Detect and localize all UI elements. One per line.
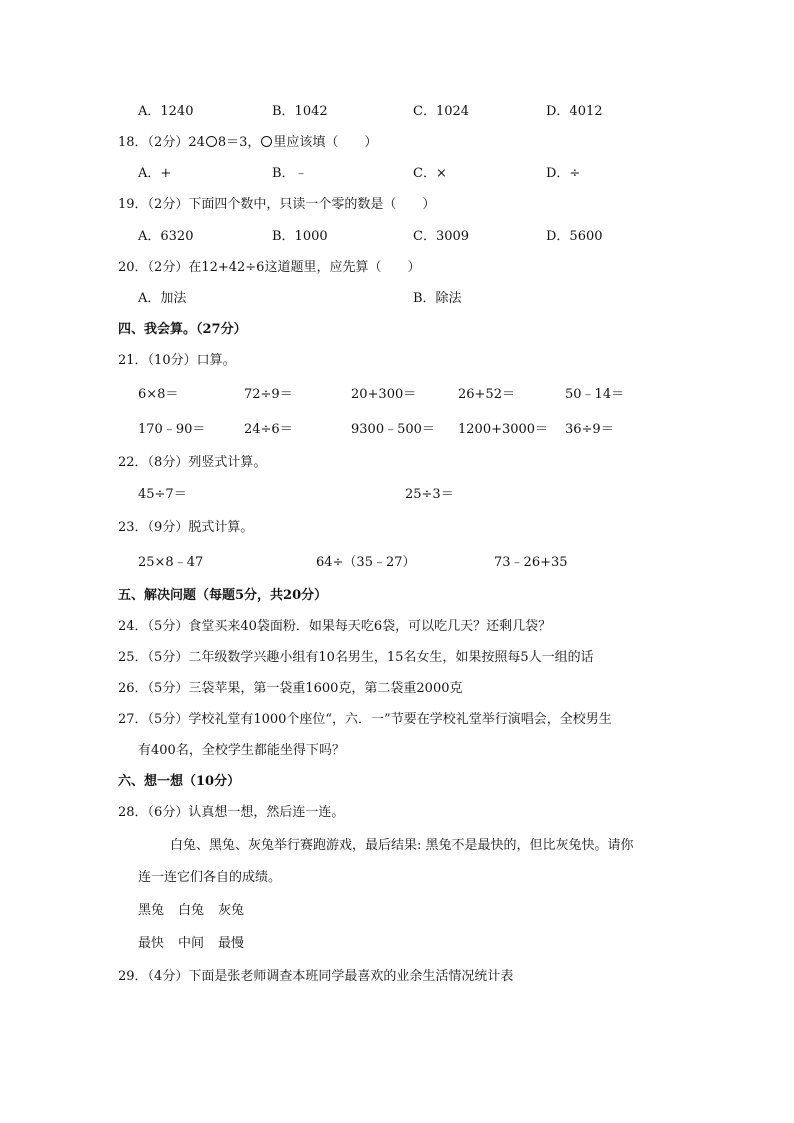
q21-item: 50﹣14＝ bbox=[565, 387, 625, 402]
q22-question: 22．（8分）列竖式计算。 bbox=[118, 455, 267, 470]
q19-option-b: B．1000 bbox=[272, 229, 328, 244]
q18-question bbox=[118, 133, 377, 153]
rank-label: 最快 bbox=[138, 936, 165, 951]
q26-question: 26．（5分）三袋苹果，第一袋重1600克，第二袋重2000克 bbox=[118, 681, 463, 696]
q20-question: 20．（2分）在12+42÷6这道题里，应先算（ ） bbox=[118, 260, 421, 275]
q23-item: 25×8﹣47 bbox=[138, 555, 204, 570]
q28-paragraph-line-2: 连一连它们各自的成绩。 bbox=[138, 870, 282, 885]
circle-blank-icon bbox=[261, 136, 272, 147]
q21-item: 24÷6＝ bbox=[244, 422, 293, 437]
q22-item: 45÷7＝ bbox=[138, 487, 187, 502]
q17-option-b: B．1042 bbox=[272, 104, 328, 119]
rabbit-label: 白兔 bbox=[178, 903, 205, 918]
q28-paragraph-line-1: 白兔、黑兔、灰兔举行赛跑游戏，最后结果: 黑兔不是最快的，但比灰兔快。请你 bbox=[170, 838, 634, 853]
q21-item: 6×8＝ bbox=[138, 387, 179, 402]
q29-question: 29．（4分）下面是张老师调查本班同学最喜欢的业余生活情况统计表 bbox=[118, 969, 514, 984]
q17-option-c: C．1024 bbox=[413, 104, 470, 119]
q24-question: 24．（5分）食堂买来40袋面粉．如果每天吃6袋，可以吃几天？还剩几袋？ bbox=[118, 619, 552, 634]
q23-question: 23．（9分）脱式计算。 bbox=[118, 520, 254, 535]
rank-label: 最慢 bbox=[218, 936, 245, 951]
q21-item: 72÷9＝ bbox=[244, 387, 293, 402]
q20-option-b: B．除法 bbox=[413, 291, 462, 306]
q21-item: 1200+3000＝ bbox=[458, 422, 549, 437]
q21-item: 170﹣90＝ bbox=[138, 422, 206, 437]
q19-option-d: D．5600 bbox=[546, 229, 603, 244]
q18-mid: 8＝3， bbox=[217, 135, 261, 150]
q18-suffix: 里应该填（ ） bbox=[273, 135, 378, 150]
q27-question-line-2: 有400名，全校学生都能坐得下吗？ bbox=[138, 743, 345, 758]
q18-option-b: B．﹣ bbox=[272, 166, 308, 181]
q28-question: 28．（6分）认真想一想，然后连一连。 bbox=[118, 805, 345, 820]
q21-item: 26+52＝ bbox=[458, 387, 515, 402]
q18-prefix: 18．（2分）24 bbox=[118, 135, 205, 150]
rank-label: 中间 bbox=[178, 936, 205, 951]
q21-item: 20+300＝ bbox=[351, 387, 417, 402]
q21-question: 21．（10分）口算。 bbox=[118, 353, 236, 368]
q18-option-c: C．× bbox=[413, 166, 447, 181]
section-5-heading: 五、解决问题（每题5分，共20分） bbox=[118, 588, 328, 603]
q18-option-a: A．+ bbox=[138, 166, 172, 181]
rabbit-label: 黑兔 bbox=[138, 903, 165, 918]
q23-item: 64÷（35﹣27） bbox=[316, 555, 416, 570]
q21-item: 36÷9＝ bbox=[565, 422, 614, 437]
circle-blank-icon bbox=[206, 136, 217, 147]
q19-question: 19．（2分）下面四个数中，只读一个零的数是（ ） bbox=[118, 197, 436, 212]
q17-option-d: D．4012 bbox=[546, 104, 603, 119]
rabbit-label: 灰兔 bbox=[218, 903, 245, 918]
q20-option-a: A．加法 bbox=[138, 291, 187, 306]
section-4-heading: 四、我会算。（27分） bbox=[118, 322, 247, 337]
q23-item: 73﹣26+35 bbox=[494, 555, 568, 570]
q22-item: 25÷3＝ bbox=[405, 487, 454, 502]
q27-question-line-1: 27．（5分）学校礼堂有1000个座位“，六．一”节要在学校礼堂举行演唱会，全校男生 bbox=[118, 712, 612, 727]
section-6-heading: 六、想一想（10分） bbox=[118, 774, 241, 789]
q25-question: 25．（5分）二年级数学兴趣小组有10名男生，15名女生，如果按照每5人一组的话 bbox=[118, 650, 594, 665]
q21-item: 9300﹣500＝ bbox=[351, 422, 435, 437]
q19-option-a: A．6320 bbox=[138, 229, 194, 244]
q17-option-a: A．1240 bbox=[138, 104, 194, 119]
q18-option-d: D．÷ bbox=[546, 166, 581, 181]
q19-option-c: C．3009 bbox=[413, 229, 470, 244]
